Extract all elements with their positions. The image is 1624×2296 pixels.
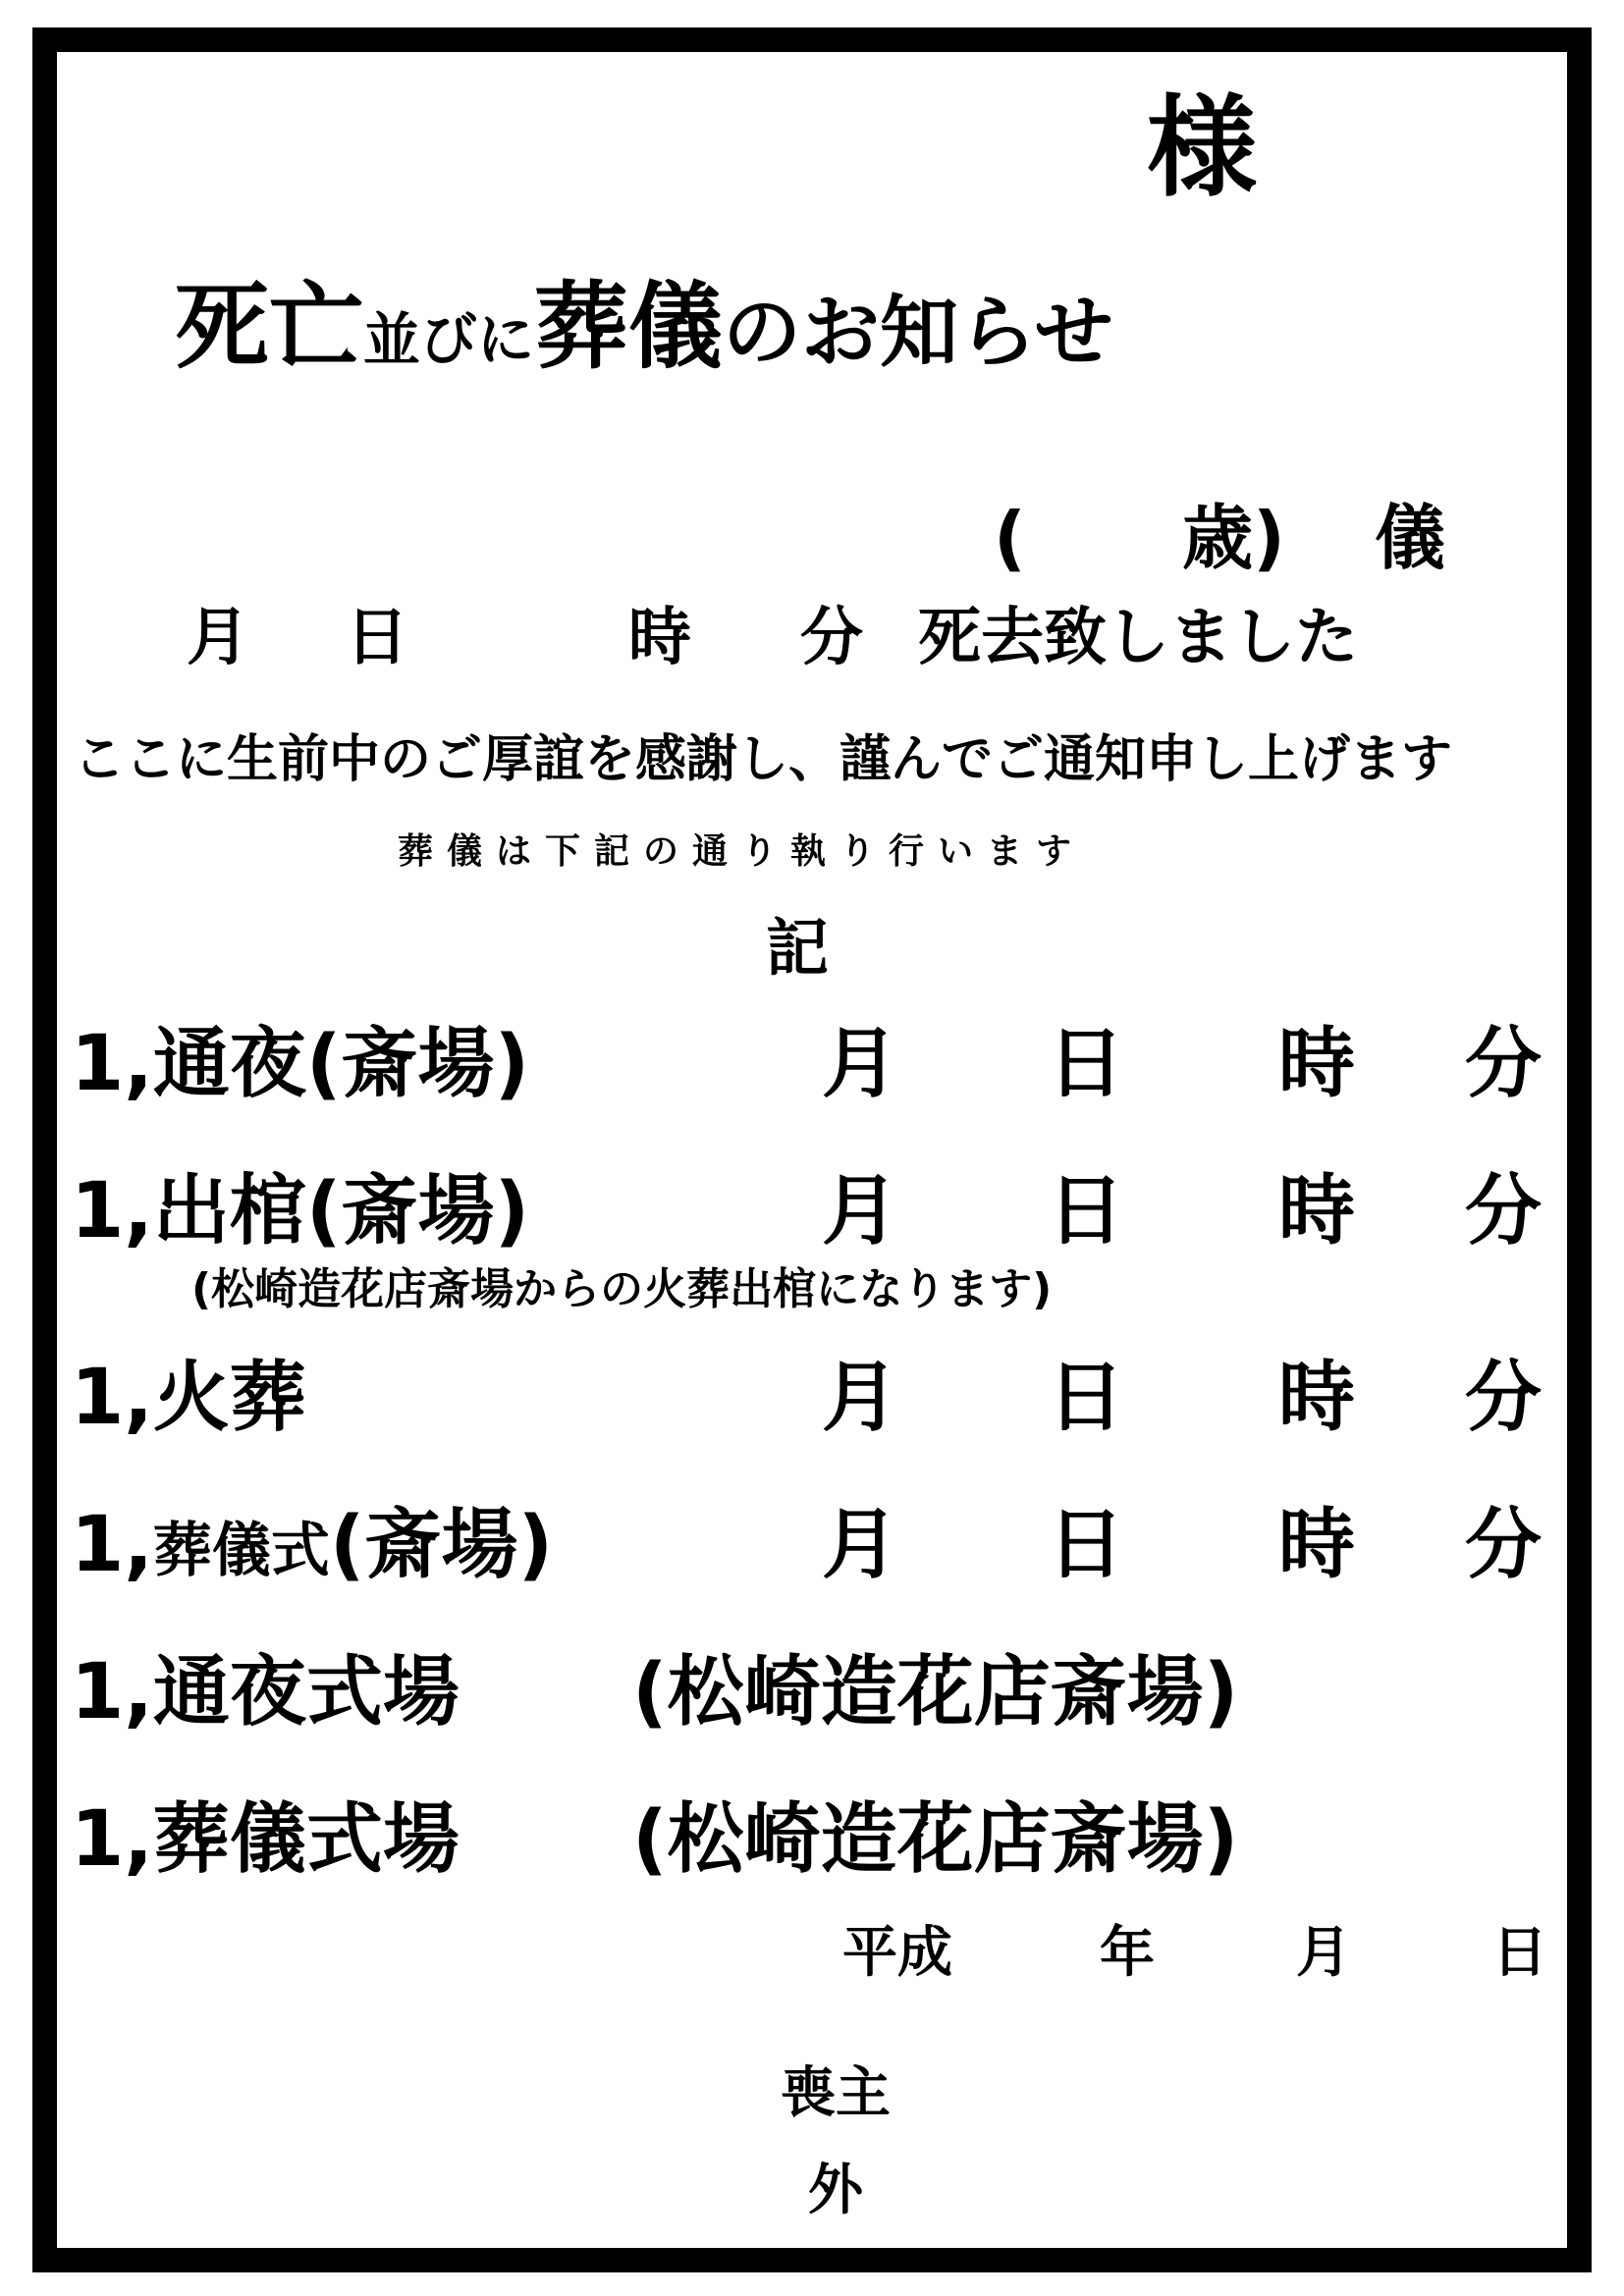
venue-row-tsuya: [71, 1648, 1553, 1742]
age-unit: 歳): [1182, 497, 1285, 579]
death-minute: 分: [800, 602, 863, 674]
schedule-row-shukkan: [71, 1167, 1553, 1261]
schedule-row-tsuya: [71, 1020, 1553, 1114]
death-hour: 時: [628, 602, 691, 674]
schedule-hour: 時: [1278, 1020, 1356, 1108]
document-title: [175, 272, 1113, 382]
mourner-others: 外: [808, 2159, 863, 2222]
schedule-day: 日: [1048, 1020, 1125, 1108]
schedule-day: 日: [1048, 1501, 1125, 1589]
title-part-sougi: 葬儀: [534, 272, 724, 382]
death-month: 月: [187, 602, 249, 674]
date-month: 月: [1296, 1921, 1351, 1985]
schedule-label: [71, 1501, 554, 1589]
departure-note: (松崎造花店斎場からの火葬出棺になります): [191, 1264, 1053, 1314]
venue-label: 1,葬儀式場: [71, 1795, 460, 1884]
venue-place: (松崎造花店斎場): [632, 1648, 1239, 1736]
ki-heading: 記: [766, 913, 829, 986]
age-open-paren: (: [994, 497, 1026, 579]
date-year: 年: [1100, 1921, 1155, 1985]
title-part-shibou: 死亡: [175, 272, 363, 382]
schedule-hour: 時: [1278, 1354, 1356, 1442]
title-part-narabini: 並びに: [363, 306, 535, 373]
mourner-title: 喪主: [781, 2061, 891, 2125]
schedule-month: 月: [822, 1354, 899, 1442]
schedule-minute: 分: [1465, 1020, 1543, 1108]
gi-label: 儀: [1375, 497, 1446, 579]
schedule-day: 日: [1048, 1167, 1125, 1255]
thanks-text: ここに生前中のご厚誼を感謝し、謹んでご通知申し上げます: [74, 730, 1453, 789]
title-part-oshirase: のお知らせ: [723, 287, 1113, 378]
schedule-month: 月: [822, 1501, 899, 1589]
schedule-label-small: 葬儀式: [152, 1517, 330, 1585]
schedule-minute: 分: [1465, 1167, 1543, 1255]
schedule-minute: 分: [1465, 1354, 1543, 1442]
schedule-month: 月: [822, 1020, 899, 1108]
schedule-label-prefix: 1,: [71, 1501, 153, 1589]
schedule-minute: 分: [1465, 1501, 1543, 1589]
death-day: 日: [346, 602, 408, 674]
schedule-row-kasou: [71, 1354, 1553, 1448]
schedule-label: 1,出棺(斎場): [71, 1167, 530, 1255]
death-text: 死去致しました: [918, 602, 1358, 674]
venue-label: 1,通夜式場: [71, 1648, 460, 1736]
venue-row-sougi: [71, 1795, 1553, 1890]
schedule-row-sougishiki: [71, 1501, 1553, 1595]
date-era: 平成: [842, 1921, 952, 1985]
schedule-hour: 時: [1278, 1501, 1356, 1589]
honorific-sama: 様: [1147, 84, 1257, 212]
venue-place: (松崎造花店斎場): [632, 1795, 1239, 1884]
schedule-label: 1,通夜(斎場): [71, 1020, 530, 1108]
schedule-month: 月: [822, 1167, 899, 1255]
notice-text: 葬儀は下記の通り執り行います: [398, 831, 1086, 872]
schedule-label-rest: (斎場): [329, 1501, 554, 1589]
schedule-hour: 時: [1278, 1167, 1356, 1255]
schedule-label: 1,火葬: [71, 1354, 306, 1442]
schedule-day: 日: [1048, 1354, 1125, 1442]
date-day: 日: [1492, 1921, 1547, 1985]
